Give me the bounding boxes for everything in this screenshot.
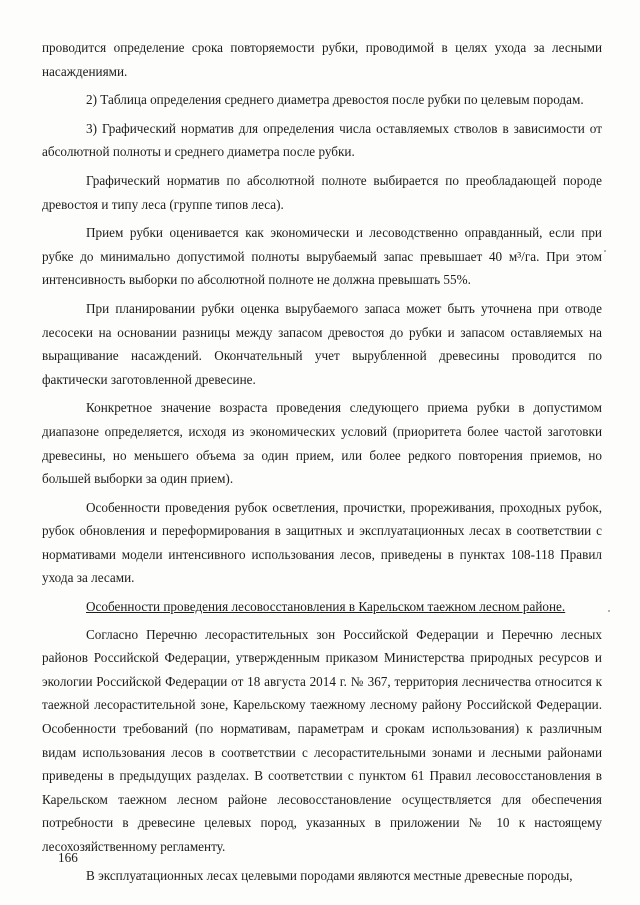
paragraph: В эксплуатационных лесах целевыми породами являются местные древесные породы,: [86, 867, 573, 883]
paragraph-item-3: 3) Графический норматив для определения числа оставляемых стволов в зависимости от абсолютной полноты и среднего диаметра после рубки.: [42, 120, 602, 160]
paragraph: Прием рубки оценивается как экономически и лесоводственно оправданный, если при рубке до минимально допустимой полноты вырубаемый запас превышает 40 м³/га. При этом интенсивность выборки по абсолютной полноте не должна превышать 55%.: [42, 225, 602, 288]
document-body: [42, 36, 602, 892]
section-heading: [42, 595, 602, 619]
paragraph: При планировании рубки оценка вырубаемого запаса может быть уточнена при отводе лесосеки на основании разницы между запасом древостоя до рубки и запасом оставляемых на выращивание насаждений. Окончательный учет вырубленной древесины проводится по фактически заготовленной древесине.: [42, 300, 602, 387]
paragraph: Графический норматив по абсолютной полноте выбирается по преобладающей породе древостоя и типу леса (группе типов леса).: [42, 172, 602, 212]
scan-speck: [608, 610, 610, 612]
section-heading-text: Особенности проведения лесовосстановления в Карельском таежном лесном районе.: [86, 599, 566, 615]
paragraph: Конкретное значение возраста проведения следующего приема рубки в допустимом диапазоне определяется, исходя из экономических условий (приоритета более частой заготовки древесины, но меньшего объема за один прием, или более редкого повторения приемов, но большей выборки за один прием).: [42, 400, 602, 487]
paragraph: Особенности проведения рубок осветления, прочистки, прореживания, проходных рубок, рубок обновления и переформирования в защитных и эксплуатационных лесах в соответствии с нормативами модели интенсивного использования лесов, приведены в пунктах 108-118 Правил ухода за лесами.: [42, 499, 602, 586]
paragraph-item-2: 2) Таблица определения среднего диаметра древостоя после рубки по целевым породам.: [86, 92, 584, 108]
scan-speck: [604, 250, 606, 252]
paragraph-continuation: проводится определение срока повторяемости рубки, проводимой в целях ухода за лесными насаждениями.: [42, 40, 602, 79]
paragraph: Согласно Перечню лесорастительных зон Российской Федерации и Перечню лесных районов Российской Федерации, утвержденным приказом Министерства природных ресурсов и экологии Российской Федерации от 18 августа 2014 г. № 367, территория лесничества относится к таежной лесорастительной зоне, Карельскому таежному лесному району Российской Федерации. Особенности требований (по нормативам, параметрам и срокам использования) к различным видам использования лесов в соответствии с лесорастительными зонами и лесными районами приведены в предыдущих разделах. В соответствии с пунктом 61 Правил лесовосстановления в Карельском таежном лесном районе лесовосстановление осуществляется для обеспечения потребности в древесине целевых пород, указанных в приложении № 10 к настоящему лесохозяйственному регламенту.: [42, 626, 602, 854]
page-number: 166: [58, 850, 78, 865]
